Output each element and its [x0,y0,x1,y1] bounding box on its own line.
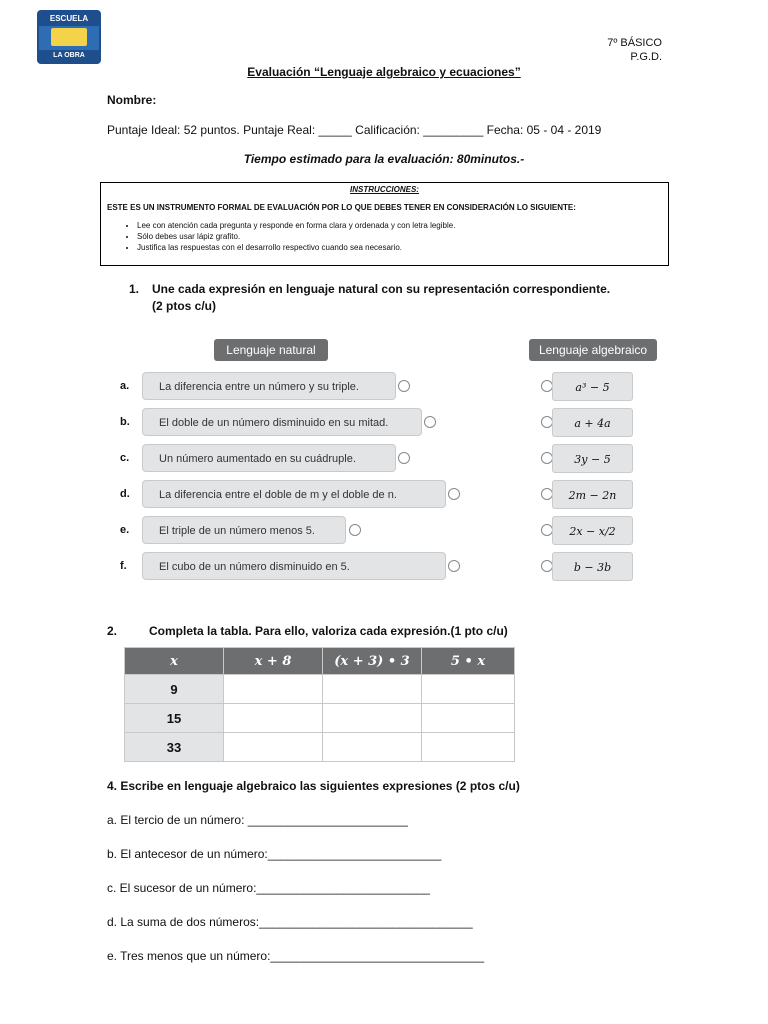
connector-dot[interactable] [424,416,436,428]
school-logo [37,10,101,64]
q1-text: Une cada expresión en lenguaje natural con su representación correspondiente. [152,282,611,296]
connector-dot[interactable] [448,488,460,500]
column-header: x + 8 [224,648,323,675]
book-icon [51,28,87,46]
teacher-initials: P.G.D. [630,51,662,63]
natural-box: La diferencia entre un número y su triple. [142,372,396,400]
answer-cell[interactable] [323,675,422,704]
score-line: Puntaje Ideal: 52 puntos. Puntaje Real: _____ Calificación: _________ Fecha: 05 - 04 - 2019 [107,123,602,137]
q1-number: 1. [129,282,140,296]
x-value: 9 [125,675,224,704]
instructions-lead: ESTE ES UN INSTRUMENTO FORMAL DE EVALUACIÓN POR LO QUE DEBES TENER EN CONSIDERACIÓN LO SIGUIENTE: [107,203,576,212]
header-natural: Lenguaje natural [214,339,328,361]
connector-dot[interactable] [398,452,410,464]
name-label: Nombre: [107,93,157,107]
logo-bottom-text: LA OBRA [39,50,99,62]
instructions-list [101,220,668,253]
x-value: 33 [125,733,224,762]
table-row [125,675,515,704]
algebraic-box: 3y − 5 [552,444,633,473]
answer-cell[interactable] [224,733,323,762]
instruction-item: • Justifica las respuestas con el desarrollo respectivo cuando sea necesario. [137,242,668,253]
answer-cell[interactable] [422,733,515,762]
natural-box: La diferencia entre el doble de m y el doble de n. [142,480,446,508]
grade-label: 7º BÁSICO [607,37,662,49]
page-title: Evaluación “Lenguaje algebraico y ecuaciones” [247,65,521,79]
instructions-box [100,182,669,266]
time-line: Tiempo estimado para la evaluación: 80minutos.- [243,152,525,166]
algebraic-box: a + 4a [552,408,633,437]
answer-cell[interactable] [224,704,323,733]
x-value: 15 [125,704,224,733]
table-row [125,733,515,762]
table-row [125,704,515,733]
algebraic-box: 2x − x/2 [552,516,633,545]
q4-text: 4. Escribe en lenguaje algebraico las siguientes expresiones (2 ptos c/u) [107,779,520,793]
algebraic-box: 2m − 2n [552,480,633,509]
q4-item[interactable]: d. La suma de dos números:________________________________ [107,915,473,929]
answer-cell[interactable] [323,733,422,762]
connector-dot[interactable] [398,380,410,392]
column-header: x [125,648,224,675]
instruction-item: • Sólo debes usar lápiz grafito. [137,231,668,242]
natural-box: El doble de un número disminuido en su mitad. [142,408,422,436]
column-header: 5 • x [422,648,515,675]
answer-cell[interactable] [323,704,422,733]
instruction-item: • Lee con atención cada pregunta y responde en forma clara y ordenada y con letra legible. [137,220,668,231]
natural-box: El cubo de un número disminuido en 5. [142,552,446,580]
table-header-row [125,648,515,675]
q2-number: 2. [107,624,118,638]
answer-cell[interactable] [422,704,515,733]
q4-item[interactable]: b. El antecesor de un número:__________________________ [107,847,442,861]
connector-dot[interactable] [448,560,460,572]
header-algebraic: Lenguaje algebraico [529,339,657,361]
q4-item[interactable]: c. El sucesor de un número:__________________________ [107,881,430,895]
logo-top-text: ESCUELA [39,12,99,26]
natural-box: El triple de un número menos 5. [142,516,346,544]
values-table [124,647,515,762]
algebraic-box: a³ − 5 [552,372,633,401]
row-letter: b. [120,416,130,428]
column-header: (x + 3) • 3 [323,648,422,675]
natural-box: Un número aumentado en su cuádruple. [142,444,396,472]
q2-text: Completa la tabla. Para ello, valoriza cada expresión.(1 pto c/u) [149,624,508,638]
q4-item[interactable]: e. Tres menos que un número:________________________________ [107,949,484,963]
answer-cell[interactable] [224,675,323,704]
algebraic-box: b − 3b [552,552,633,581]
grade-block [607,36,662,64]
row-letter: e. [120,524,130,536]
row-letter: d. [120,488,130,500]
row-letter: a. [120,380,130,392]
q1-points: (2 ptos c/u) [152,299,217,313]
connector-dot[interactable] [349,524,361,536]
instructions-heading: INSTRUCCIONES: [350,185,419,194]
q4-item[interactable]: a. El tercio de un número: ________________________ [107,813,408,827]
row-letter: c. [120,452,130,464]
answer-cell[interactable] [422,675,515,704]
row-letter: f. [120,560,127,572]
